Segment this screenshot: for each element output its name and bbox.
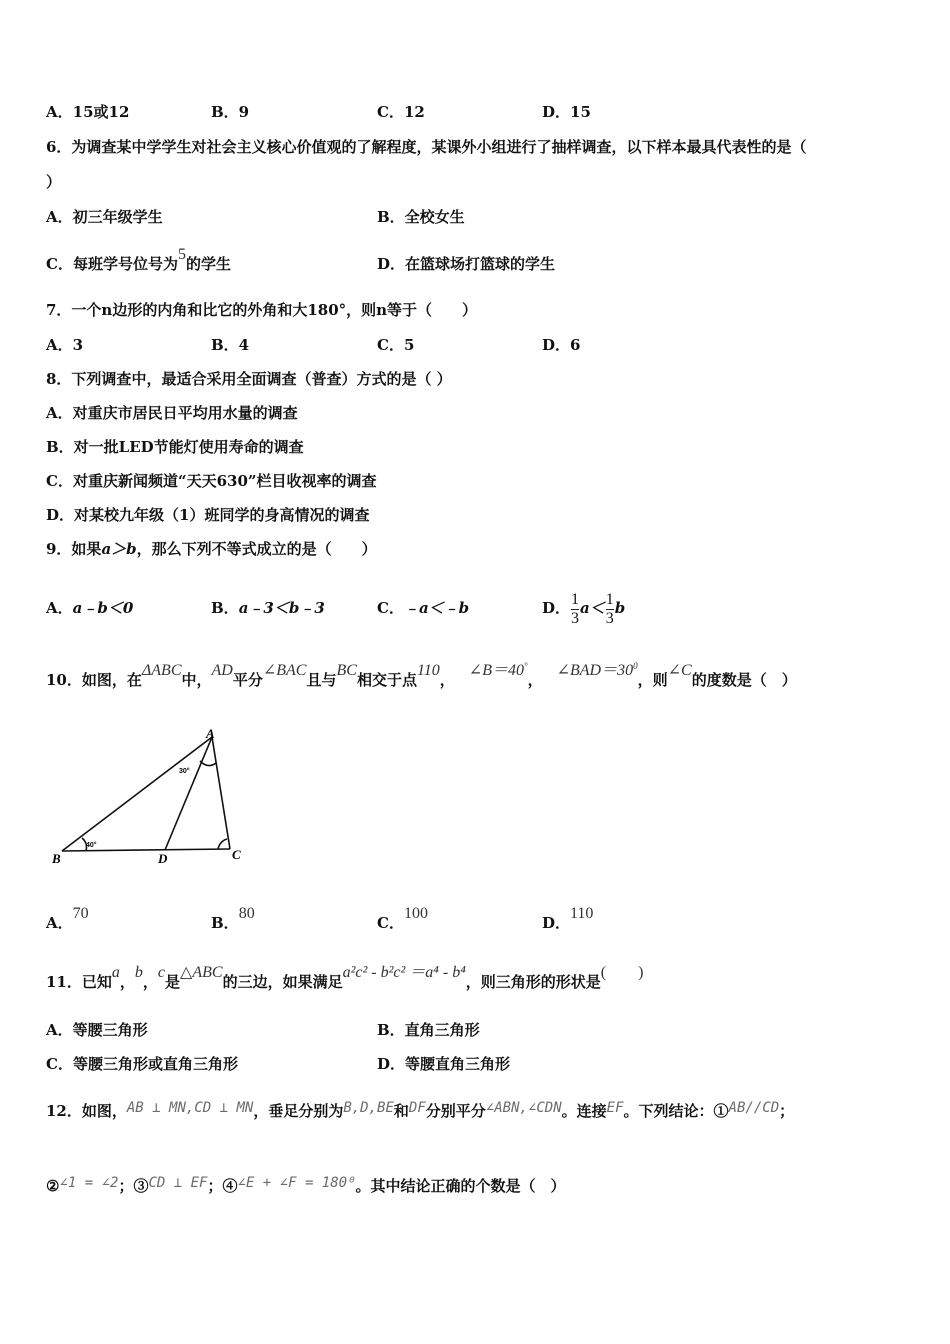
q10-option-d: D．110	[542, 905, 594, 932]
q7-option-c: C．5	[377, 336, 415, 354]
q6-option-b: B．全校女生	[377, 208, 465, 226]
fig-label-d: D	[158, 851, 168, 866]
q11-option-b: B．直角三角形	[377, 1021, 480, 1039]
fig-label-a: A	[206, 726, 215, 741]
q5-option-b: B．9	[211, 103, 250, 121]
fraction-one-third: $\frac{1}{3}$	[605, 590, 614, 627]
side-ab	[62, 737, 212, 851]
q9-option-a: A．a﹣b＜0	[46, 599, 134, 617]
q6-option-a: A．初三年级学生	[46, 208, 163, 226]
q6-option-d: D．在篮球场打篮球的学生	[377, 255, 556, 273]
q8-option-c: C．对重庆新闻频道“天天630”栏目收视率的调查	[46, 472, 377, 490]
q5-option-d: D．15	[542, 103, 591, 121]
q10-option-a: A．70	[46, 905, 89, 932]
q7-stem: 7．一个n边形的内角和比它的外角和大180°，则n等于（ ）	[46, 301, 478, 319]
q6-option-c: C．每班学号位号为5的学生	[46, 246, 231, 273]
q5-option-c: C．12	[377, 103, 425, 121]
side-ac	[212, 737, 230, 849]
angle-c-arc	[218, 839, 227, 849]
q8-option-b: B．对一批LED节能灯使用寿命的调查	[46, 438, 304, 456]
q11-option-a: A．等腰三角形	[46, 1021, 148, 1039]
q12-stem: 12．如图，AB ⊥ MN,CD ⊥ MN，垂足分别为B,D,BE和DF分别平分∠ABN,∠CDN。连接EF。下列结论：①AB//CD；	[46, 1100, 795, 1120]
q11-option-d: D．等腰直角三角形	[377, 1055, 511, 1073]
q6-option-c-number: 5	[177, 246, 186, 263]
fig-angle-a-label: 30°	[179, 768, 190, 775]
q6-stem-close: ）	[46, 173, 62, 191]
q7-option-a: A．3	[46, 336, 84, 354]
q9-option-d: D．$\frac{1}{3}$ $a<\frac{1}{3}$ b	[542, 590, 626, 627]
q10-stem: 10．如图，在ΔABC中，AD平分∠BAC且与BC相交于点110，∠B＝40°，$\angle BAD=30^0$，则∠C的度数是（ ）	[46, 661, 797, 689]
q7-option-d: D．6	[542, 336, 581, 354]
q8-stem: 8．下列调查中，最适合采用全面调查（普查）方式的是（ ）	[46, 370, 452, 388]
q9-option-c: C．﹣a＜﹣b	[377, 599, 470, 617]
fig-label-b: B	[52, 851, 61, 866]
q8-option-d: D．对某校九年级（1）班同学的身高情况的调查	[46, 506, 370, 524]
q6-stem: 6．为调查某中学学生对社会主义核心价值观的了解程度，某课外小组进行了抽样调查，以下样本最具代表性的是（	[46, 138, 807, 156]
q7-option-b: B．4	[211, 336, 250, 354]
q8-option-a: A．对重庆市居民日平均用水量的调查	[46, 404, 298, 422]
fraction-one-third: $\frac{1}{3}$	[571, 590, 580, 627]
q10-option-b: B．80	[211, 905, 255, 932]
q9-option-b: B．a﹣3＜b﹣3	[211, 599, 325, 617]
side-bc	[62, 849, 230, 851]
fig-label-c: C	[232, 847, 241, 862]
q11-stem: 11．已知a，b，c是△ABC的三边，如果满足a²c² - b²c² ＝a⁴ - b⁴，则三角形的形状是( )	[46, 964, 644, 991]
q11-option-c: C．等腰三角形或直角三角形	[46, 1055, 238, 1073]
q9-stem: 9．如果a＞b，那么下列不等式成立的是（ ）	[46, 540, 377, 558]
q5-option-a: A．15或12	[46, 103, 130, 121]
fig-angle-b-label: 40°	[86, 842, 97, 849]
q12-conclusions: ②∠1 = ∠2；③CD ⊥ EF；④∠E + ∠F = 180⁰。其中结论正确的个数是（ ）	[46, 1175, 566, 1195]
q10-option-c: C．100	[377, 905, 428, 932]
triangle-figure	[50, 725, 250, 870]
